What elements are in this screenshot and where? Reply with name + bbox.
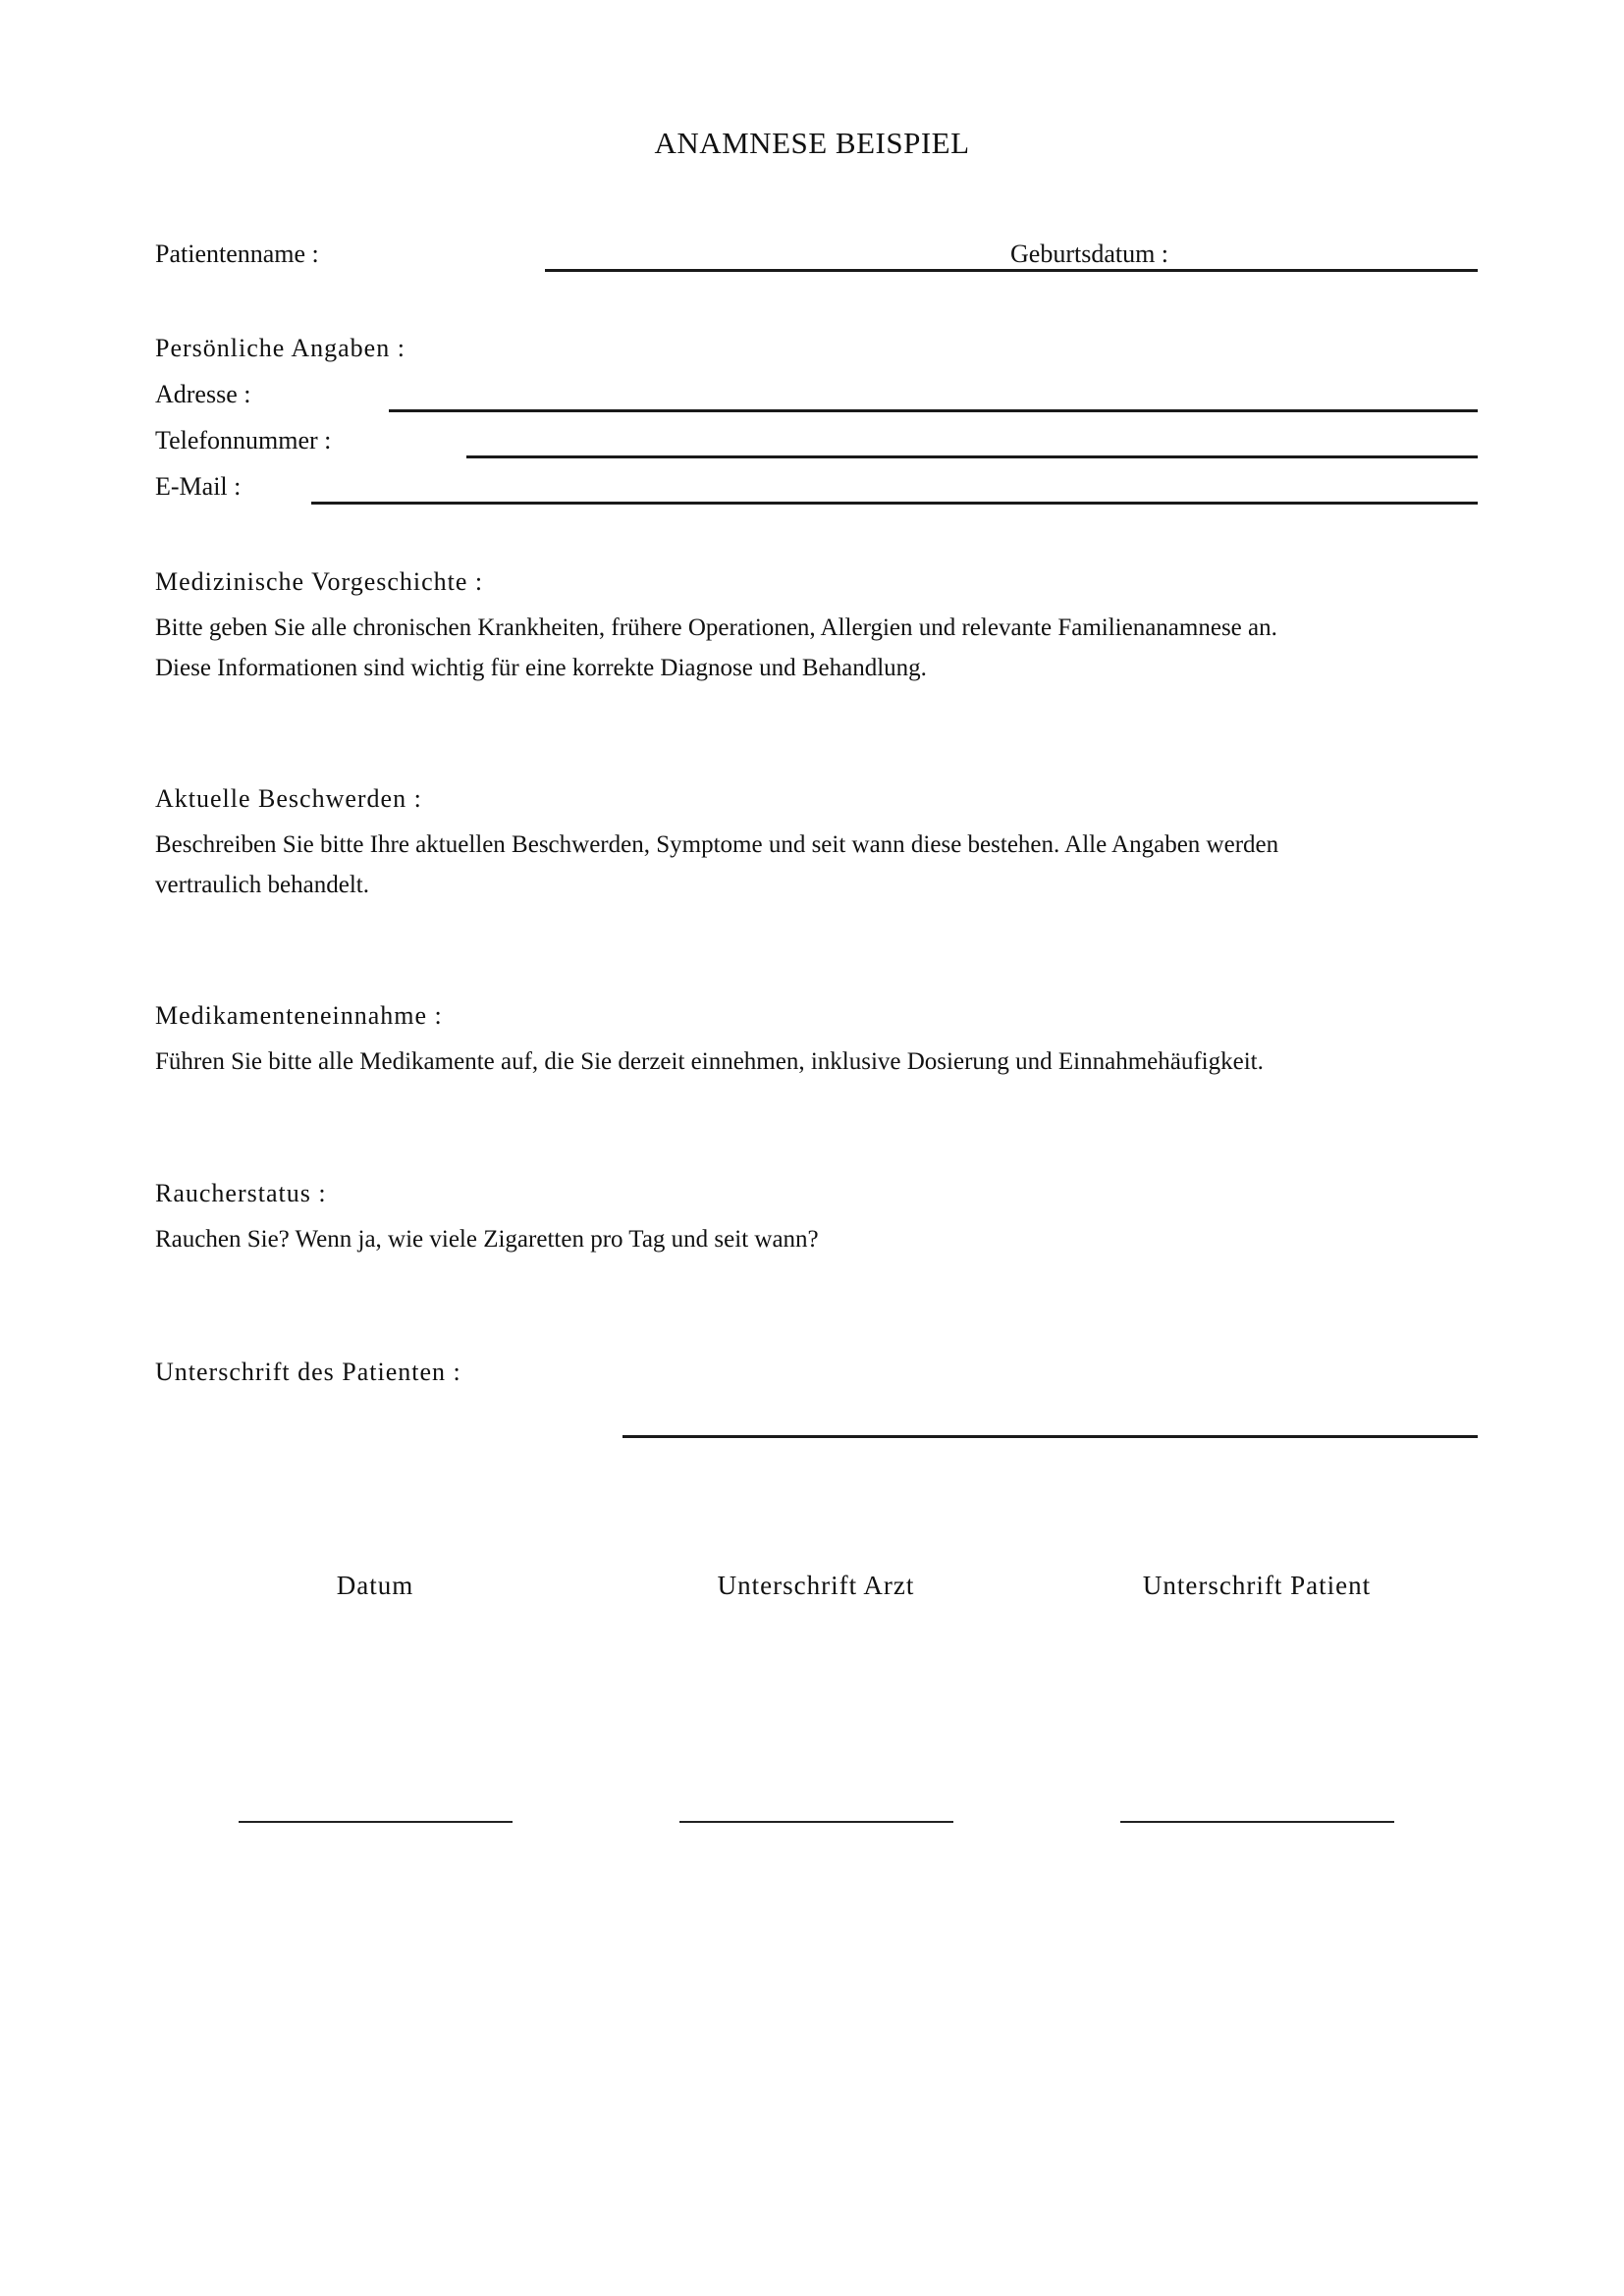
patient-signature-column-label: Unterschrift Patient <box>1142 1571 1372 1600</box>
patient-name-field[interactable] <box>545 269 1478 272</box>
history-text-line-1: Bitte geben Sie alle chronischen Krankheiten, frühere Operationen, Allergien und relevante Familienanamnese an. <box>155 614 1277 641</box>
personal-heading: Persönliche Angaben : <box>155 334 406 362</box>
patient-signature-field[interactable] <box>623 1435 1478 1438</box>
patient-name-label: Patientenname : <box>155 240 319 268</box>
document-title: ANAMNESE BEISPIEL <box>654 126 970 160</box>
phone-field[interactable] <box>466 455 1478 458</box>
address-label: Adresse : <box>155 380 251 408</box>
email-label: E-Mail : <box>155 472 242 501</box>
signature-heading: Unterschrift des Patienten : <box>155 1358 461 1386</box>
complaints-text-line-1: Beschreiben Sie bitte Ihre aktuellen Beschwerden, Symptome und seit wann diese bestehen. Alle Angaben werden <box>155 831 1279 858</box>
complaints-text-line-2: vertraulich behandelt. <box>155 872 369 898</box>
birth-date-label: Geburtsdatum : <box>1010 240 1169 268</box>
medication-heading: Medikamenteneinnahme : <box>155 1001 443 1030</box>
smoking-text-line-1: Rauchen Sie? Wenn ja, wie viele Zigaretten pro Tag und seit wann? <box>155 1226 819 1253</box>
patient-signature-line[interactable] <box>1120 1821 1394 1823</box>
medication-text-line-1: Führen Sie bitte alle Medikamente auf, die Sie derzeit einnehmen, inklusive Dosierung und Einnahmehäufigkeit. <box>155 1048 1264 1075</box>
date-signature-line[interactable] <box>239 1821 513 1823</box>
phone-label: Telefonnummer : <box>155 426 332 454</box>
history-heading: Medizinische Vorgeschichte : <box>155 567 484 596</box>
doctor-signature-column-label: Unterschrift Arzt <box>717 1571 915 1600</box>
address-field[interactable] <box>389 409 1478 412</box>
history-text-line-2: Diese Informationen sind wichtig für eine korrekte Diagnose und Behandlung. <box>155 655 927 681</box>
doctor-signature-line[interactable] <box>679 1821 953 1823</box>
email-field[interactable] <box>311 502 1478 505</box>
smoking-heading: Raucherstatus : <box>155 1179 327 1207</box>
date-column-label: Datum <box>336 1571 414 1600</box>
complaints-heading: Aktuelle Beschwerden : <box>155 784 422 813</box>
